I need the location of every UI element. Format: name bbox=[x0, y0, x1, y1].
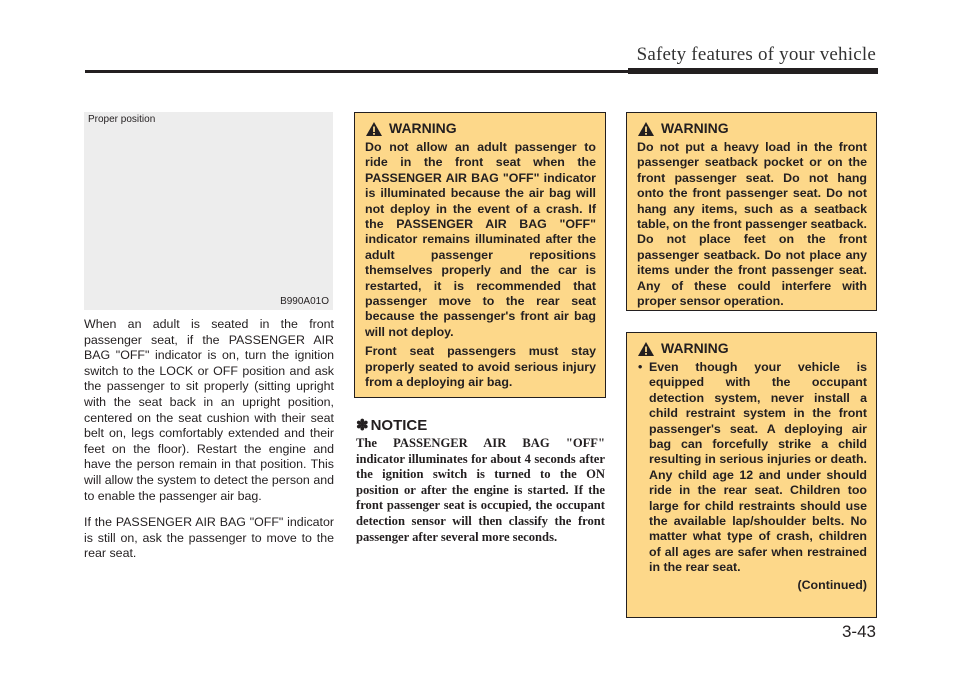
notice-body: The PASSENGER AIR BAG "OFF" indicator illuminates for about 4 seconds after the ignition switch is turned to the ON position or after the engine is started. If the front passenger seat is occupied, the occupant detection sensor will then classify the front passenger after several more seconds. bbox=[356, 436, 605, 544]
notice-title: NOTICE bbox=[370, 416, 428, 434]
body-paragraph-2: If the PASSENGER AIR BAG "OFF" indicator is still on, ask the passenger to move to the rear seat. bbox=[84, 515, 334, 561]
warning-title: WARNING bbox=[661, 120, 729, 137]
page-number: 3-43 bbox=[841, 622, 876, 641]
warning-paragraph-1: Do not allow an adult passenger to ride in the front seat when the PASSENGER AIR BAG "OFF" indicator is illuminated because the air bag will not deploy in the event of a crash. If the PASSENGER AIR BAG "OFF" indicator remains illuminated after the adult passenger repositions themselves properly and the car is restarted, it is recommended that passenger move to the rear seat because the passenger's front air bag will not deploy. bbox=[365, 140, 596, 339]
header-rule-thick bbox=[628, 68, 878, 74]
warning-bullet-list bbox=[637, 360, 867, 576]
warning-title: WARNING bbox=[661, 340, 729, 357]
warning-triangle-icon bbox=[637, 121, 655, 137]
warning-paragraph-2: Front seat passengers must stay properly seated to avoid serious injury from a deploying air bag. bbox=[365, 344, 596, 390]
warning-triangle-icon bbox=[637, 341, 655, 357]
warning-heading bbox=[365, 121, 596, 137]
warning-box-child-restraint bbox=[626, 332, 877, 618]
figure-code: B990A01O bbox=[280, 296, 329, 307]
notice-section bbox=[356, 416, 605, 545]
warning-title: WARNING bbox=[389, 120, 457, 137]
figure-proper-position bbox=[84, 112, 333, 310]
warning-box-seatback-load bbox=[626, 112, 877, 311]
warning-triangle-icon bbox=[365, 121, 383, 137]
warning-bullet-item: • Even though your vehicle is equipped with the occupant detection system, never install a child restraint system in the front passenger's seat. A deploying air bag can forcefully strike a child resulting in serious injuries or death. Any child age 12 and under should ride in the rear seat. Children too large for child restraints should use the available lap/shoulder belts. No matter what type of crash, children of all ages are safer when restrained in the rear seat. bbox=[649, 360, 867, 576]
body-text-column bbox=[84, 317, 334, 573]
notice-star-icon: ✽ bbox=[356, 417, 369, 434]
header-title: Safety features of your vehicle bbox=[636, 44, 876, 65]
continued-label: (Continued) bbox=[797, 577, 867, 592]
header-rule bbox=[85, 70, 878, 73]
figure-label: Proper position bbox=[88, 114, 156, 125]
body-paragraph-1: When an adult is seated in the front passenger seat, if the PASSENGER AIR BAG "OFF" indicator is on, turn the ignition switch to the LOCK or OFF position and ask the passenger to sit properly (sitting upright with the seat back in an upright position, centered on the seat cushion with their seat belt on, legs comfortably extended and their feet on the floor). Restart the engine and have the person remain in that position. This will allow the system to detect the person and to enable the passenger air bag. bbox=[84, 317, 334, 503]
warning-heading bbox=[637, 341, 867, 357]
notice-heading bbox=[356, 416, 605, 434]
warning-box-passenger-airbag bbox=[354, 112, 606, 398]
warning-heading bbox=[637, 121, 867, 137]
warning-body: Do not put a heavy load in the front passenger seatback pocket or on the front passenger seat. Do not hang onto the front passenger seat. Do not hang any items, such as a seatback table, on the front passenger seatback. Do not place feet on the front passenger seatback. Do not place any items under the front passenger seat. Any of these could interfere with proper sensor operation. bbox=[637, 140, 867, 309]
